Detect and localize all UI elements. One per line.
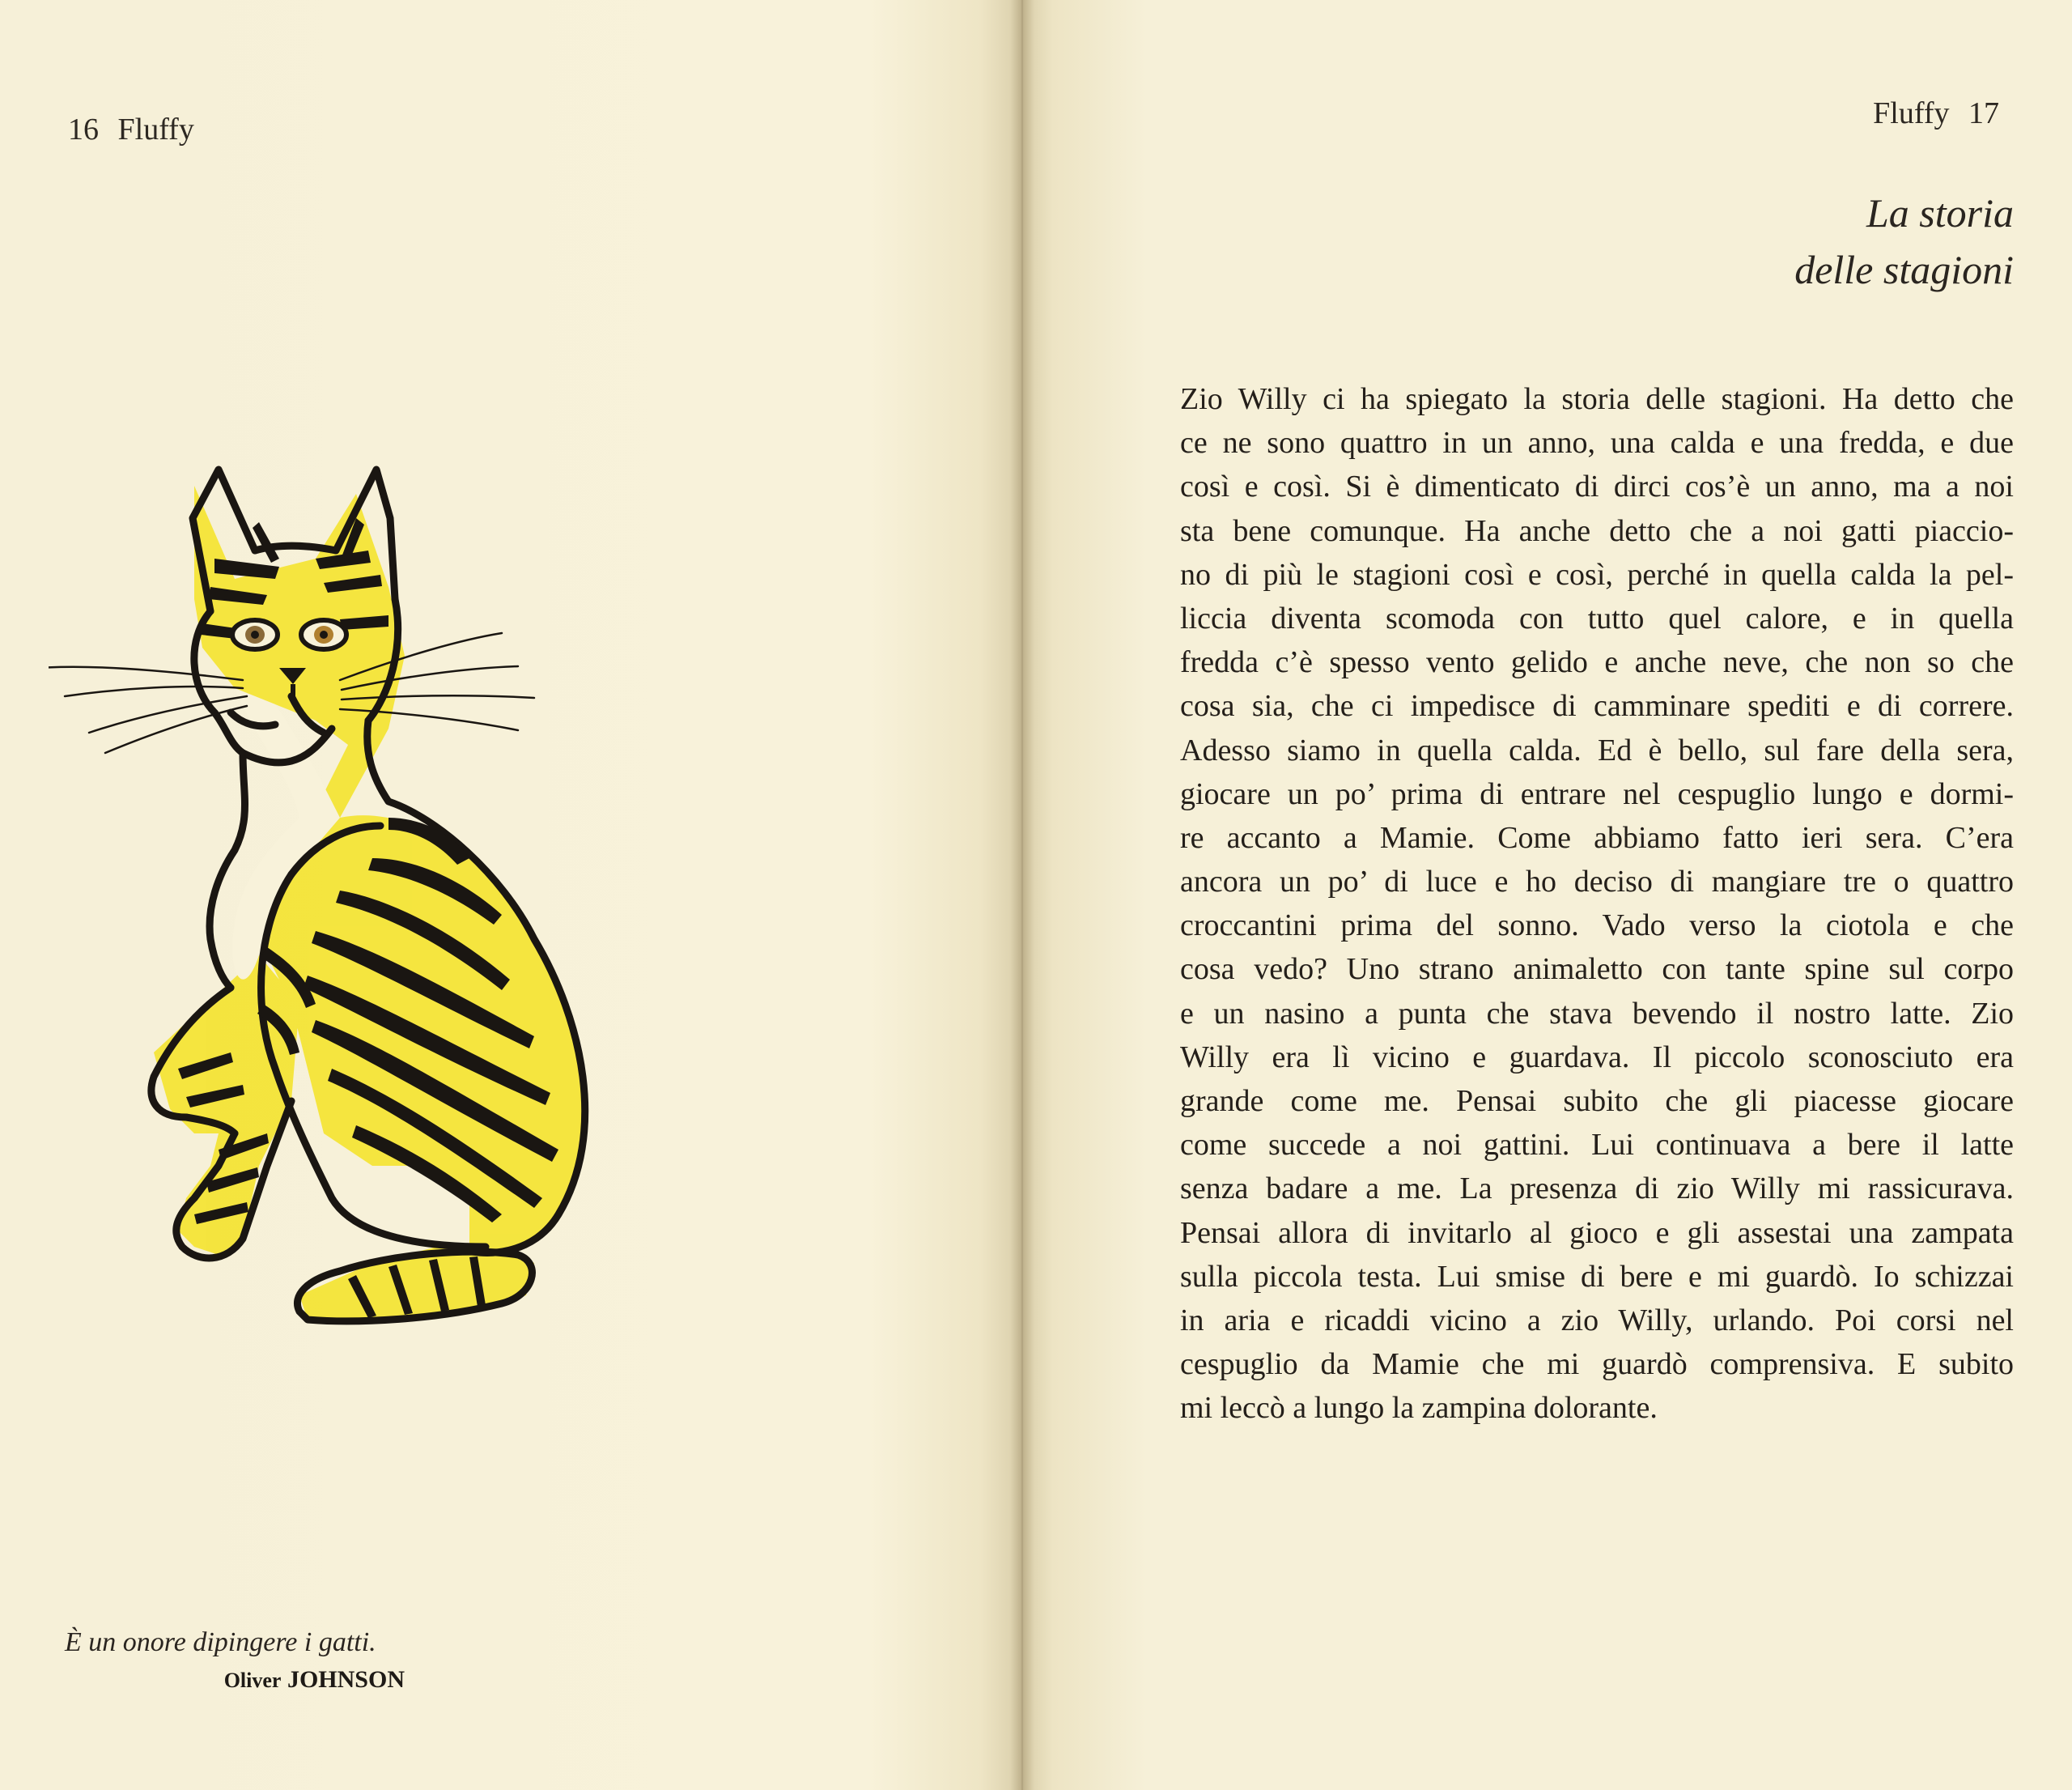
body-text bbox=[1180, 377, 2014, 1431]
body-line: cosa sia, che ci impedisce di camminare spediti e di correre. bbox=[1180, 689, 2014, 724]
body-line: in aria e ricaddi vicino a zio Willy, urlando. Poi corsi nel bbox=[1180, 1303, 2014, 1337]
right-folio bbox=[1873, 96, 2010, 131]
body-line: Zio Willy ci ha spiegato la storia delle stagioni. Ha detto che bbox=[1180, 382, 2014, 416]
chapter-title bbox=[1528, 185, 2014, 298]
body-line: sta bene comunque. Ha anche detto che a noi gatti piaccio- bbox=[1180, 513, 2014, 548]
right-page bbox=[1021, 0, 2072, 1790]
body-line: sulla piccola testa. Lui smise di bere e mi guardò. Io schizzai bbox=[1180, 1259, 2014, 1294]
body-line: croccantini prima del sonno. Vado verso la ciotola e che bbox=[1180, 908, 2014, 943]
epigraph-author-first: Oliver bbox=[223, 1669, 282, 1692]
body-line: no di più le stagioni così e così, perché in quella calda la pel- bbox=[1180, 557, 2014, 592]
left-running-head: Fluffy bbox=[117, 113, 194, 147]
cat-illustration bbox=[49, 437, 858, 1384]
right-page-number: 17 bbox=[1968, 96, 1999, 130]
epigraph-author-last: JOHNSON bbox=[287, 1666, 405, 1693]
body-line: senza badare a me. La presenza di zio Willy mi rassicurava. bbox=[1180, 1171, 2014, 1206]
body-line: ce ne sono quattro in un anno, una calda e una fredda, e due bbox=[1180, 426, 2014, 461]
left-page-number: 16 bbox=[68, 113, 99, 147]
body-line: grande come me. Pensai subito che gli piacesse giocare bbox=[1180, 1084, 2014, 1118]
left-folio bbox=[57, 112, 194, 147]
right-running-head: Fluffy bbox=[1873, 96, 1950, 130]
epigraph-author bbox=[65, 1666, 405, 1694]
chapter-title-line: delle stagioni bbox=[1794, 247, 2014, 292]
body-line: ancora un po’ di luce e ho deciso di mangiare tre o quattro bbox=[1180, 865, 2014, 899]
body-line: re accanto a Mamie. Come abbiamo fatto ieri sera. C’era bbox=[1180, 820, 2014, 855]
body-line: Adesso siamo in quella calda. Ed è bello, sul fare della sera, bbox=[1180, 733, 2014, 767]
body-line: liccia diventa scomoda con tutto quel calore, e in quella bbox=[1180, 601, 2014, 636]
body-line: così e così. Si è dimenticato di dirci cos’è un anno, ma a noi bbox=[1180, 470, 2014, 504]
left-page bbox=[0, 0, 1021, 1790]
chapter-title-line: La storia bbox=[1866, 190, 2014, 236]
body-line: cosa vedo? Uno strano animaletto con tante spine sul corpo bbox=[1180, 952, 2014, 987]
book-gutter bbox=[1010, 0, 1034, 1790]
body-line: Pensai allora di invitarlo al gioco e gli assestai una zampata bbox=[1180, 1215, 2014, 1250]
epigraph-quote: È un onore dipingere i gatti. bbox=[65, 1627, 376, 1657]
body-line: giocare un po’ prima di entrare nel cespuglio lungo e dormi- bbox=[1180, 776, 2014, 811]
epigraph bbox=[65, 1627, 405, 1694]
body-line: cespuglio da Mamie che mi guardò comprensiva. E subito bbox=[1180, 1347, 2014, 1382]
body-line: Willy era lì vicino e guardava. Il piccolo sconosciuto era bbox=[1180, 1040, 2014, 1074]
body-line: e un nasino a punta che stava bevendo il nostro latte. Zio bbox=[1180, 996, 2014, 1031]
body-line: mi leccò a lungo la zampina dolorante. bbox=[1180, 1391, 1658, 1426]
body-line: come succede a noi gattini. Lui continuava a bere il latte bbox=[1180, 1128, 2014, 1163]
body-line: fredda c’è spesso vento gelido e anche neve, che non so che bbox=[1180, 645, 2014, 680]
